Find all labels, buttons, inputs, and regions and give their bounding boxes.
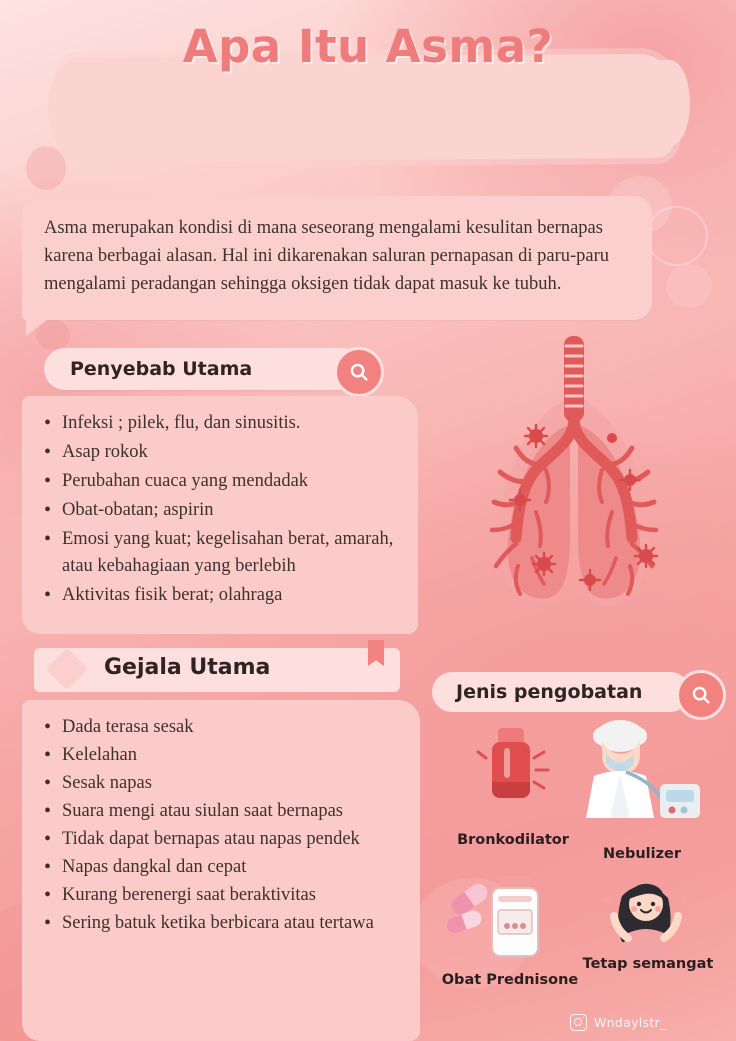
decorative-ring — [646, 206, 708, 266]
page-title: Apa Itu Asma? — [182, 20, 554, 73]
treatment-item-bronkodilator — [468, 722, 558, 822]
lungs-illustration — [424, 330, 724, 650]
treatment-item-semangat — [596, 872, 696, 968]
causes-panel — [22, 396, 418, 634]
treatment-item-nebulizer — [576, 714, 706, 822]
medicine-bottle-icon — [444, 866, 568, 968]
treatments-heading-pill — [432, 672, 690, 712]
causes-heading-pill — [44, 348, 364, 390]
list-item: • Dada terasa sesak — [44, 714, 402, 741]
nebulizer-icon — [576, 714, 706, 822]
footer-credit — [570, 1014, 667, 1031]
list-item: • Emosi yang kuat; kegelisahan berat, amarah, atau kebahagiaan yang berlebih — [44, 526, 400, 580]
list-item: • Kurang berenergi saat beraktivitas — [44, 882, 402, 909]
treatment-label-bronkodilator: Bronkodilator — [457, 832, 569, 848]
search-icon[interactable] — [334, 347, 384, 397]
causes-list — [22, 396, 418, 625]
search-glyph — [348, 361, 370, 383]
list-item: • Perubahan cuaca yang mendadak — [44, 468, 400, 495]
search-icon[interactable] — [676, 670, 726, 720]
list-item: • Napas dangkal dan cepat — [44, 854, 402, 881]
list-item: • Infeksi ; pilek, flu, dan sinusitis. — [44, 410, 400, 437]
treatment-label-prednisone: Obat Prednisone — [441, 972, 579, 988]
instagram-icon — [570, 1014, 587, 1031]
intro-speech-bubble — [22, 196, 652, 320]
symptoms-list — [22, 700, 420, 952]
intro-text: Asma merupakan kondisi di mana seseorang mengalami kesulitan bernapas karena berbagai alasan. Hal ini dikarenakan saluran pernapasan di paru-paru mengalami peradangan sehingga oksigen tidak dapat masuk ke tubuh. — [44, 218, 610, 295]
lungs-graphic — [424, 330, 724, 650]
cheerful-person-icon — [596, 872, 696, 968]
symptoms-heading-label: Gejala Utama — [104, 655, 271, 680]
list-item: • Aktivitas fisik berat; olahraga — [44, 582, 400, 609]
list-item: • Asap rokok — [44, 439, 400, 466]
treatment-label-semangat: Tetap semangat — [582, 956, 714, 972]
inhaler-icon — [468, 722, 558, 822]
list-item: • Sesak napas — [44, 770, 402, 797]
list-item: • Kelelahan — [44, 742, 402, 769]
decorative-blob — [666, 264, 712, 308]
search-glyph — [690, 684, 712, 706]
list-item: • Suara mengi atau siulan saat bernapas — [44, 798, 402, 825]
treatment-label-nebulizer: Nebulizer — [602, 846, 682, 862]
list-item: • Sering batuk ketika berbicara atau tertawa — [44, 910, 402, 937]
list-item: • Tidak dapat bernapas atau napas pendek — [44, 826, 402, 853]
treatments-heading-label: Jenis pengobatan — [456, 681, 643, 703]
causes-heading-label: Penyebab Utama — [70, 358, 253, 380]
symptoms-panel — [22, 700, 420, 1041]
footer-handle: Wndaylstr_ — [594, 1015, 667, 1030]
list-item: • Obat-obatan; aspirin — [44, 497, 400, 524]
decorative-blob — [26, 146, 66, 190]
treatment-item-prednisone — [444, 866, 568, 968]
